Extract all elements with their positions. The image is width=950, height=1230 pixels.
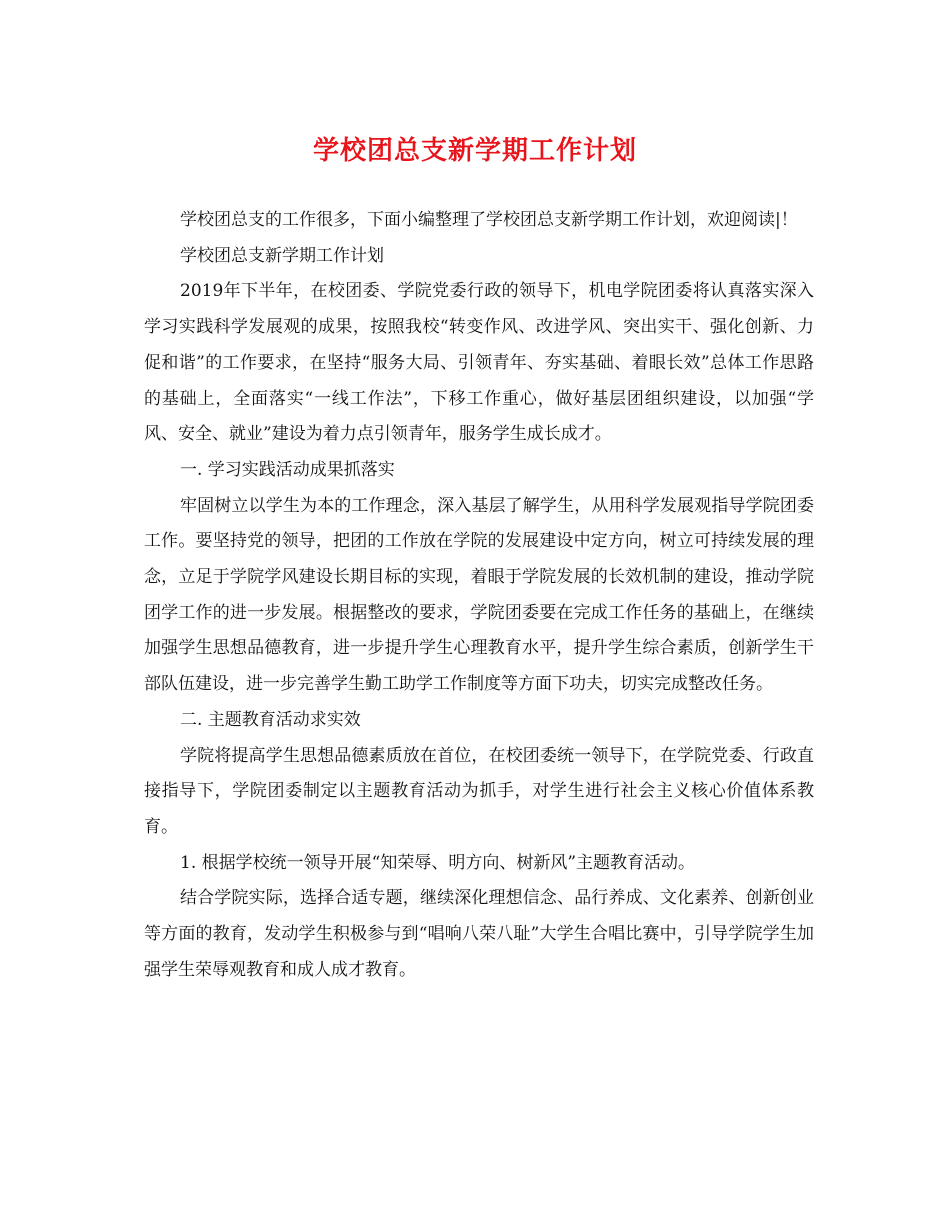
- section-2-paragraph: 学院将提高学生思想品德素质放在首位，在校团委统一领导下，在学院党委、行政直接指导下，学院团委制定以主题教育活动为抓手，对学生进行社会主义核心价值体系教育。: [144, 745, 814, 837]
- section-heading-2: 二. 主题教育活动求实效: [180, 709, 361, 730]
- section-1-paragraph: 牢固树立以学生为本的工作理念，深入基层了解学生，从用科学发展观指导学院团委工作。要坚持党的领导，把团的工作放在学院的发展建设中定方向，树立可持续发展的理念，立足于学院学风建设长期目标的实现，着眼于学院发展的长效机制的建设，推动学院团学工作的进一步发展。根据整改的要求，学院团委要在完成工作任务的基础上，在继续加强学生思想品德教育，进一步提升学生心理教育水平，提升学生综合素质，创新学生干部队伍建设，进一步完善学生勤工助学工作制度等方面下功夫，切实完成整改任务。: [144, 495, 814, 695]
- document-title: 学校团总支新学期工作计划: [312, 136, 637, 166]
- intro-paragraph: 学校团总支的工作很多，下面小编整理了学校团总支新学期工作计划，欢迎阅读|！: [180, 210, 798, 230]
- subtitle-paragraph: 学校团总支新学期工作计划: [180, 245, 384, 266]
- section-2-item-1: 1. 根据学校统一领导开展“知荣辱、明方向、树新风”主题教育活动。: [180, 852, 696, 873]
- section-2-item-1-paragraph: 结合学院实际，选择合适专题，继续深化理想信念、品行养成、文化素养、创新创业等方面的教育，发动学生积极参与到“唱响八荣八耻”大学生合唱比赛中，引导学院学生加强学生荣辱观教育和成人成才教育。: [144, 888, 814, 980]
- document-body: [144, 203, 814, 988]
- overview-paragraph: 2019年下半年，在校团委、学院党委行政的领导下，机电学院团委将认真落实深入学习实践科学发展观的成果，按照我校“转变作风、改进学风、突出实干、强化创新、力促和谐”的工作要求，在坚持“服务大局、引领青年、夯实基础、着眼长效”总体工作思路的基础上，全面落实“一线工作法”，下移工作重心，做好基层团组织建设，以加强“学风、安全、就业”建设为着力点引领青年，服务学生成长成才。: [144, 281, 814, 445]
- section-heading-1: 一. 学习实践活动成果抓落实: [180, 459, 395, 480]
